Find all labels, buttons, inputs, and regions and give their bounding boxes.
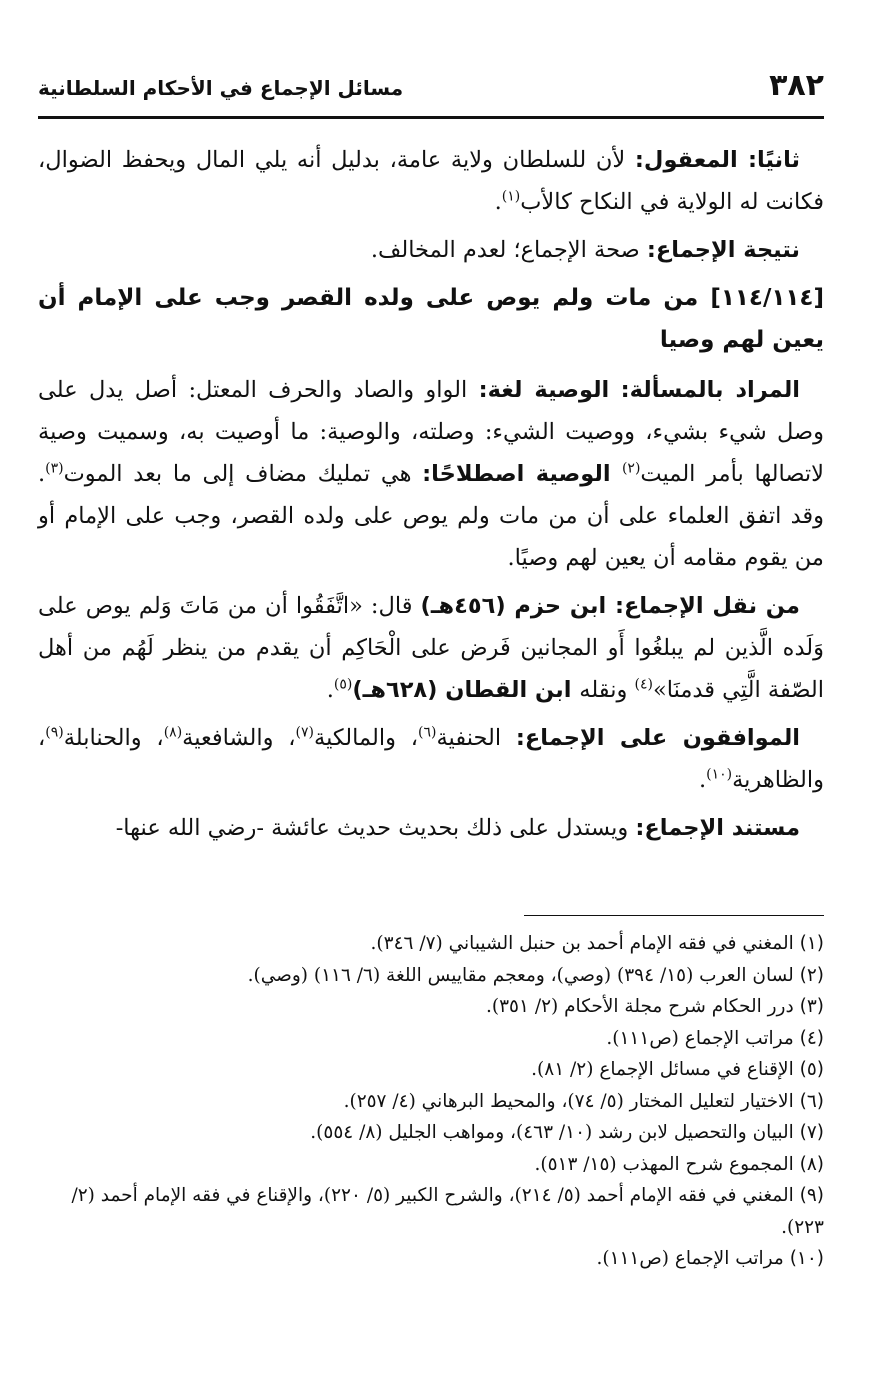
footnotes xyxy=(38,928,824,1275)
footnote-text: المجموع شرح المهذب (١٥/ ٥١٣). xyxy=(534,1153,794,1175)
paragraph-label: الوصية اصطلاحًا: xyxy=(422,461,622,487)
footnote-ref[interactable]: (١٠) xyxy=(706,766,733,783)
paragraph-meaning xyxy=(38,369,824,579)
paragraph-text: صحة الإجماع؛ لعدم المخالف. xyxy=(370,237,647,263)
footnote-text: الإقناع في مسائل الإجماع (٢/ ٨١). xyxy=(531,1059,794,1080)
paragraph-basis xyxy=(38,807,824,849)
footnote-ref[interactable]: (٤) xyxy=(634,676,653,693)
scholar-name: ابن القطان (٦٢٨هـ) xyxy=(352,677,580,703)
paragraph-label: نتيجة الإجماع: xyxy=(646,237,800,263)
school-name: ، والشافعية xyxy=(182,725,296,751)
running-title: مسائل الإجماع في الأحكام السلطانية xyxy=(38,76,404,100)
page-number: ٣٨٢ xyxy=(769,68,824,103)
footnote-ref[interactable]: (٣) xyxy=(45,460,64,477)
footnote-number: (٩) xyxy=(799,1185,824,1206)
paragraph-label: من نقل الإجماع: xyxy=(614,593,800,619)
footnote-ref[interactable]: (٥) xyxy=(333,676,353,693)
footnote-item xyxy=(38,991,824,1023)
footnote-ref[interactable]: (٩) xyxy=(45,724,64,741)
paragraph-label: الوصية لغة: xyxy=(478,377,610,403)
footnote-item xyxy=(38,928,824,960)
footnote-text: مراتب الإجماع (ص١١١). xyxy=(606,1027,794,1049)
footnote-number: (١) xyxy=(799,933,824,954)
paragraph-reasoning xyxy=(38,139,824,223)
main-text xyxy=(38,139,824,849)
footnote-item xyxy=(38,1180,824,1243)
footnote-ref[interactable]: (١) xyxy=(501,188,521,205)
page-header xyxy=(38,60,824,119)
paragraph-text: قال: «اتَّفَقُوا أن من مَاتَ وَلم يوص على وَلَده الَّذين لم يبلغُوا أَو المجانين فَرض على الْحَاكِم أن يقدم من ينظر لَهُم من أهل الصّفة الَّتِي قدمنَا» xyxy=(38,593,824,703)
footnote-item xyxy=(38,1243,824,1275)
footnote-number: (٨) xyxy=(799,1153,824,1175)
footnote-item xyxy=(38,1023,824,1055)
school-name: الحنفية xyxy=(436,725,516,751)
paragraph-text: ونقله xyxy=(579,677,635,703)
punctuation: . xyxy=(326,677,334,703)
footnote-item xyxy=(38,960,824,992)
paragraph-text: . وقد اتفق العلماء على أن من مات ولم يوص على ولده القصر، وجب على الإمام أو من يقوم مقامه أن يعين لهم وصيًا. xyxy=(38,461,824,571)
footnote-number: (١٠) xyxy=(789,1248,824,1269)
footnote-ref[interactable]: (٨) xyxy=(163,724,183,741)
paragraph-label: المراد بالمسألة: xyxy=(620,377,801,403)
paragraph-label: الموافقون على الإجماع: xyxy=(515,725,800,751)
school-name: ، والمالكية xyxy=(314,725,419,751)
footnote-ref[interactable]: (٧) xyxy=(295,724,315,741)
footnote-item xyxy=(38,1054,824,1086)
footnote-item xyxy=(38,1086,824,1118)
book-page xyxy=(38,60,824,1370)
footnote-divider xyxy=(524,915,824,916)
footnote-text: مراتب الإجماع (ص١١١). xyxy=(596,1248,784,1269)
issue-title: [١١٤/١١٤] من مات ولم يوص على ولده القصر وجب على الإمام أن يعين لهم وصيا xyxy=(38,285,824,353)
school-name: ، والظاهرية xyxy=(38,725,824,793)
punctuation: . xyxy=(494,189,502,215)
footnote-text: المغني في فقه الإمام أحمد (٥/ ٢١٤)، والشرح الكبير (٥/ ٢٢٠)، والإقناع في فقه الإمام أحمد (٢/ ٢٢٣). xyxy=(71,1185,824,1238)
paragraph-label: ثانيًا: المعقول: xyxy=(634,147,801,173)
punctuation: . xyxy=(698,767,707,793)
school-name: ، والحنابلة xyxy=(63,725,164,751)
footnote-ref[interactable]: (٢) xyxy=(621,460,641,477)
paragraph-agreeing xyxy=(38,717,824,801)
paragraph-text: ويستدل على ذلك بحديث حديث عائشة -رضي الله عنها- xyxy=(115,815,636,841)
paragraph-text: هي تمليك مضاف إلى ما بعد الموت xyxy=(63,461,423,487)
footnote-number: (٦) xyxy=(799,1090,824,1112)
paragraph-label: مستند الإجماع: xyxy=(635,815,800,841)
footnote-text: درر الحكام شرح مجلة الأحكام (٢/ ٣٥١). xyxy=(486,996,794,1017)
footnote-number: (٢) xyxy=(799,964,824,986)
footnote-text: الاختيار لتعليل المختار (٥/ ٧٤)، والمحيط البرهاني (٤/ ٢٥٧). xyxy=(343,1090,794,1112)
footnote-number: (٥) xyxy=(799,1059,824,1080)
footnote-item xyxy=(38,1117,824,1149)
footnote-number: (٧) xyxy=(799,1122,824,1143)
footnote-item xyxy=(38,1149,824,1181)
footnote-number: (٤) xyxy=(799,1027,824,1049)
footnote-text: المغني في فقه الإمام أحمد بن حنبل الشيباني (٧/ ٣٤٦). xyxy=(370,933,794,954)
paragraph-result xyxy=(38,229,824,271)
footnote-number: (٣) xyxy=(799,996,824,1017)
paragraph-text: الواو والصاد والحرف المعتل: أصل يدل على وصل شيء بشيء، ووصيت الشيء: وصلته، والوصية: ما أوصيت به، وسميت وصية لاتصالها بأمر الميت xyxy=(38,377,825,487)
paragraph-text: لأن للسلطان ولاية عامة، بدليل أنه يلي المال ويحفظ الضوال، فكانت له الولاية في النكاح كالأب xyxy=(38,147,824,215)
footnote-text: البيان والتحصيل لابن رشد (١٠/ ٤٦٣)، ومواهب الجليل (٨/ ٥٥٤). xyxy=(310,1122,794,1143)
scholar-name: ابن حزم (٤٥٦هـ) xyxy=(420,593,615,619)
paragraph-transmitters xyxy=(38,585,824,711)
footnote-ref[interactable]: (٦) xyxy=(418,724,437,741)
footnote-text: لسان العرب (١٥/ ٣٩٤) (وصي)، ومعجم مقاييس اللغة (٦/ ١١٦) (وصي). xyxy=(247,964,794,986)
